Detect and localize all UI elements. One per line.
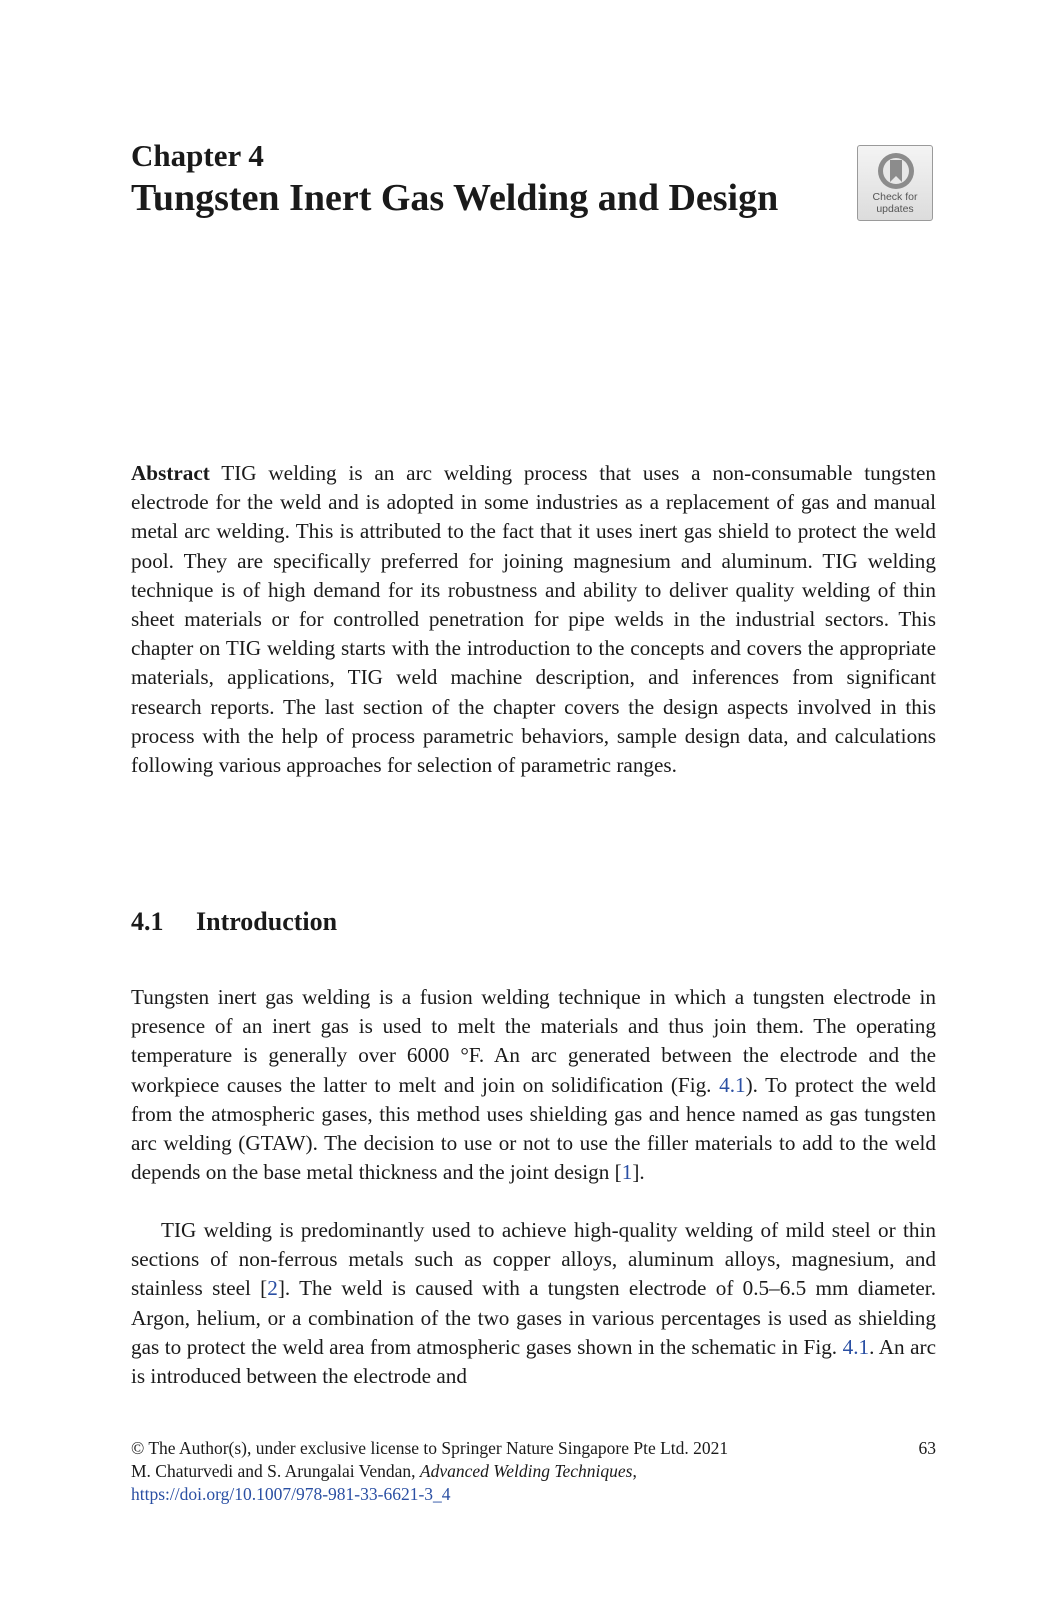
intro-paragraph-1 <box>131 983 936 1187</box>
section-heading <box>131 907 337 937</box>
citation-link[interactable]: 1 <box>621 1160 633 1185</box>
text-run: TIG welding is predominantly used to achieve high-quality welding of mild steel or thin sections of non-ferrous metals such as copper alloys, aluminum alloys, magnesium, and stainless steel [ <box>131 1218 936 1301</box>
citation-line <box>131 1460 936 1483</box>
book-authors: M. Chaturvedi and S. Arungalai Vendan, <box>131 1461 420 1481</box>
punctuation: , <box>632 1461 637 1481</box>
text-run: ). To protect the weld from the atmospheric gases, this method uses shielding gas and hence named as gas tungsten arc welding (GTAW). The decision to use or not to use the filler materials to add to the weld depends on the base metal thickness and the joint design [ <box>131 1072 936 1185</box>
copyright-text: © The Author(s), under exclusive license to Springer Nature Singapore Pte Ltd. 2021 <box>131 1438 729 1458</box>
check-for-updates-label: Check for updates <box>872 191 918 215</box>
page-number: 63 <box>918 1438 936 1458</box>
figure-ref-link[interactable]: 4.1 <box>842 1334 870 1359</box>
abstract-text: TIG welding is an arc welding process that uses a non-consumable tungsten electrode for the weld and is adopted in some industries as a replacement of gas and manual metal arc welding. This is attributed to the fact that it uses inert gas shield to protect the weld pool. They are specifically preferred for joining magnesium and aluminum. TIG welding technique is of high demand for its robustness and ability to deliver quality welding of thin sheet materials or for controlled penetration for pipe welds in the industrial sectors. This chapter on TIG welding starts with the introduction to the concepts and covers the appropriate materials, applications, TIG weld machine description, and inferences from significant research reports. The last section of the chapter covers the design aspects involved in this process with the help of process parametric behaviors, sample design data, and calculations following various approaches for selection of parametric ranges. <box>131 461 936 778</box>
text-run: Tungsten inert gas welding is a fusion welding technique in which a tungsten electrode in presence of an inert gas is used to melt the materials and thus join them. The operating temperature is generally over 6000 °F. An arc generated between the electrode and the workpiece causes the latter to melt and join on solidification (Fig. <box>131 985 936 1097</box>
intro-paragraph-2 <box>131 1216 936 1391</box>
abstract <box>131 459 936 780</box>
citation-link[interactable]: 2 <box>267 1276 278 1301</box>
figure-ref-link[interactable]: 4.1 <box>719 1072 746 1097</box>
section-number: 4.1 <box>131 907 164 936</box>
check-for-updates-badge[interactable] <box>857 145 933 221</box>
abstract-label: Abstract <box>131 461 210 485</box>
section-title: Introduction <box>196 907 338 936</box>
copyright-line <box>131 1437 936 1460</box>
chapter-title: Tungsten Inert Gas Welding and Design <box>131 177 779 219</box>
bookmark-icon <box>875 151 917 191</box>
text-run: ]. The weld is caused with a tungsten electrode of 0.5–6.5 mm diameter. Argon, helium, or a combination of the two gases in various percentages is used as shielding gas to protect the weld area from atmospheric gases shown in the schematic in Fig. <box>131 1276 936 1359</box>
text-run: ]. <box>632 1160 645 1185</box>
doi-link[interactable]: https://doi.org/10.1007/978-981-33-6621-3_4 <box>131 1484 451 1504</box>
doi-line <box>131 1483 936 1506</box>
text-run: . An arc is introduced between the electrode and <box>131 1334 936 1389</box>
book-title: Advanced Welding Techniques <box>419 1461 633 1481</box>
chapter-label: Chapter 4 <box>131 138 264 173</box>
